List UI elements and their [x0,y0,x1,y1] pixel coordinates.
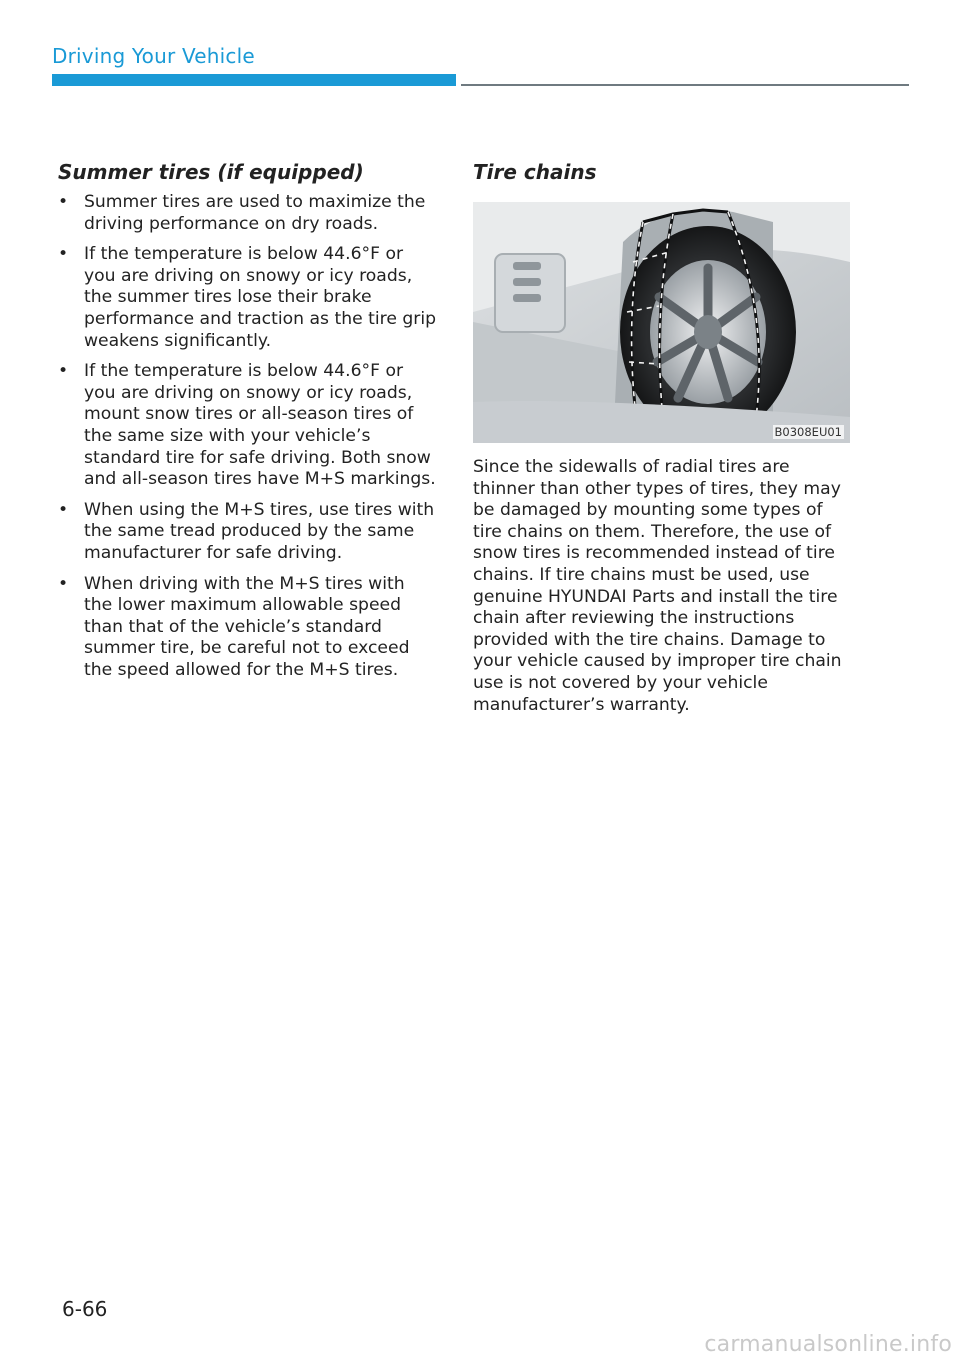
list-item [58,244,438,352]
bullet-icon: • [58,361,69,382]
summer-tires-heading: Summer tires (if equipped) [58,160,364,184]
bullet-icon: • [58,573,69,594]
summer-tires-list [58,192,438,681]
tire-chain-photo [473,202,850,443]
list-item [58,361,438,491]
bullet-icon: • [58,499,69,520]
watermark: carmanualsonline.info [704,1332,952,1357]
list-item-text: If the temperature is below 44.6°F or you are driving on snowy or icy roads, mount snow tires or all-season tires of the same size with your vehicle’s standard tire for safe driving. Both snow and all-season tires have M+S markings. [84,361,436,490]
header-rule-accent [52,74,456,86]
list-item-text: When using the M+S tires, use tires with the same tread produced by the same manufacturer for safe driving. [84,499,435,563]
section-title: Driving Your Vehicle [52,44,255,68]
figure-code: B0308EU01 [774,425,842,439]
list-item [58,500,438,565]
list-item [58,192,438,235]
list-item-text: Summer tires are used to maximize the driving performance on dry roads. [84,192,426,234]
list-item-text: If the temperature is below 44.6°F or you are driving on snowy or icy roads, the summer tires lose their brake performance and traction as the tire grip weakens significantly. [84,244,437,351]
tire-chain-illustration [473,202,850,443]
page-number: 6-66 [62,1297,108,1321]
summer-tires-section [58,160,438,690]
bullet-icon: • [58,244,69,265]
tire-chains-body: Since the sidewalls of radial tires are thinner than other types of tires, they may be damaged by mounting some types of tire chains on them. Therefore, the use of snow tires is recommended instead of tire chains. If tire chains must be used, use genuine HYUNDAI Parts and install the tire chain after reviewing the instructions provided with the tire chains. Damage to your vehicle caused by improper tire chain use is not covered by your vehicle manufacturer’s warranty. [473,457,842,715]
header-rule-gray [461,84,909,86]
tire-chains-section [473,160,853,716]
bullet-icon: • [58,192,69,212]
list-item [58,574,438,682]
tire-chains-heading: Tire chains [473,160,597,184]
list-item-text: When driving with the M+S tires with the lower maximum allowable speed than that of the vehicle’s standard summer tire, be careful not to exceed the speed allowed for the M+S tires. [84,573,410,680]
